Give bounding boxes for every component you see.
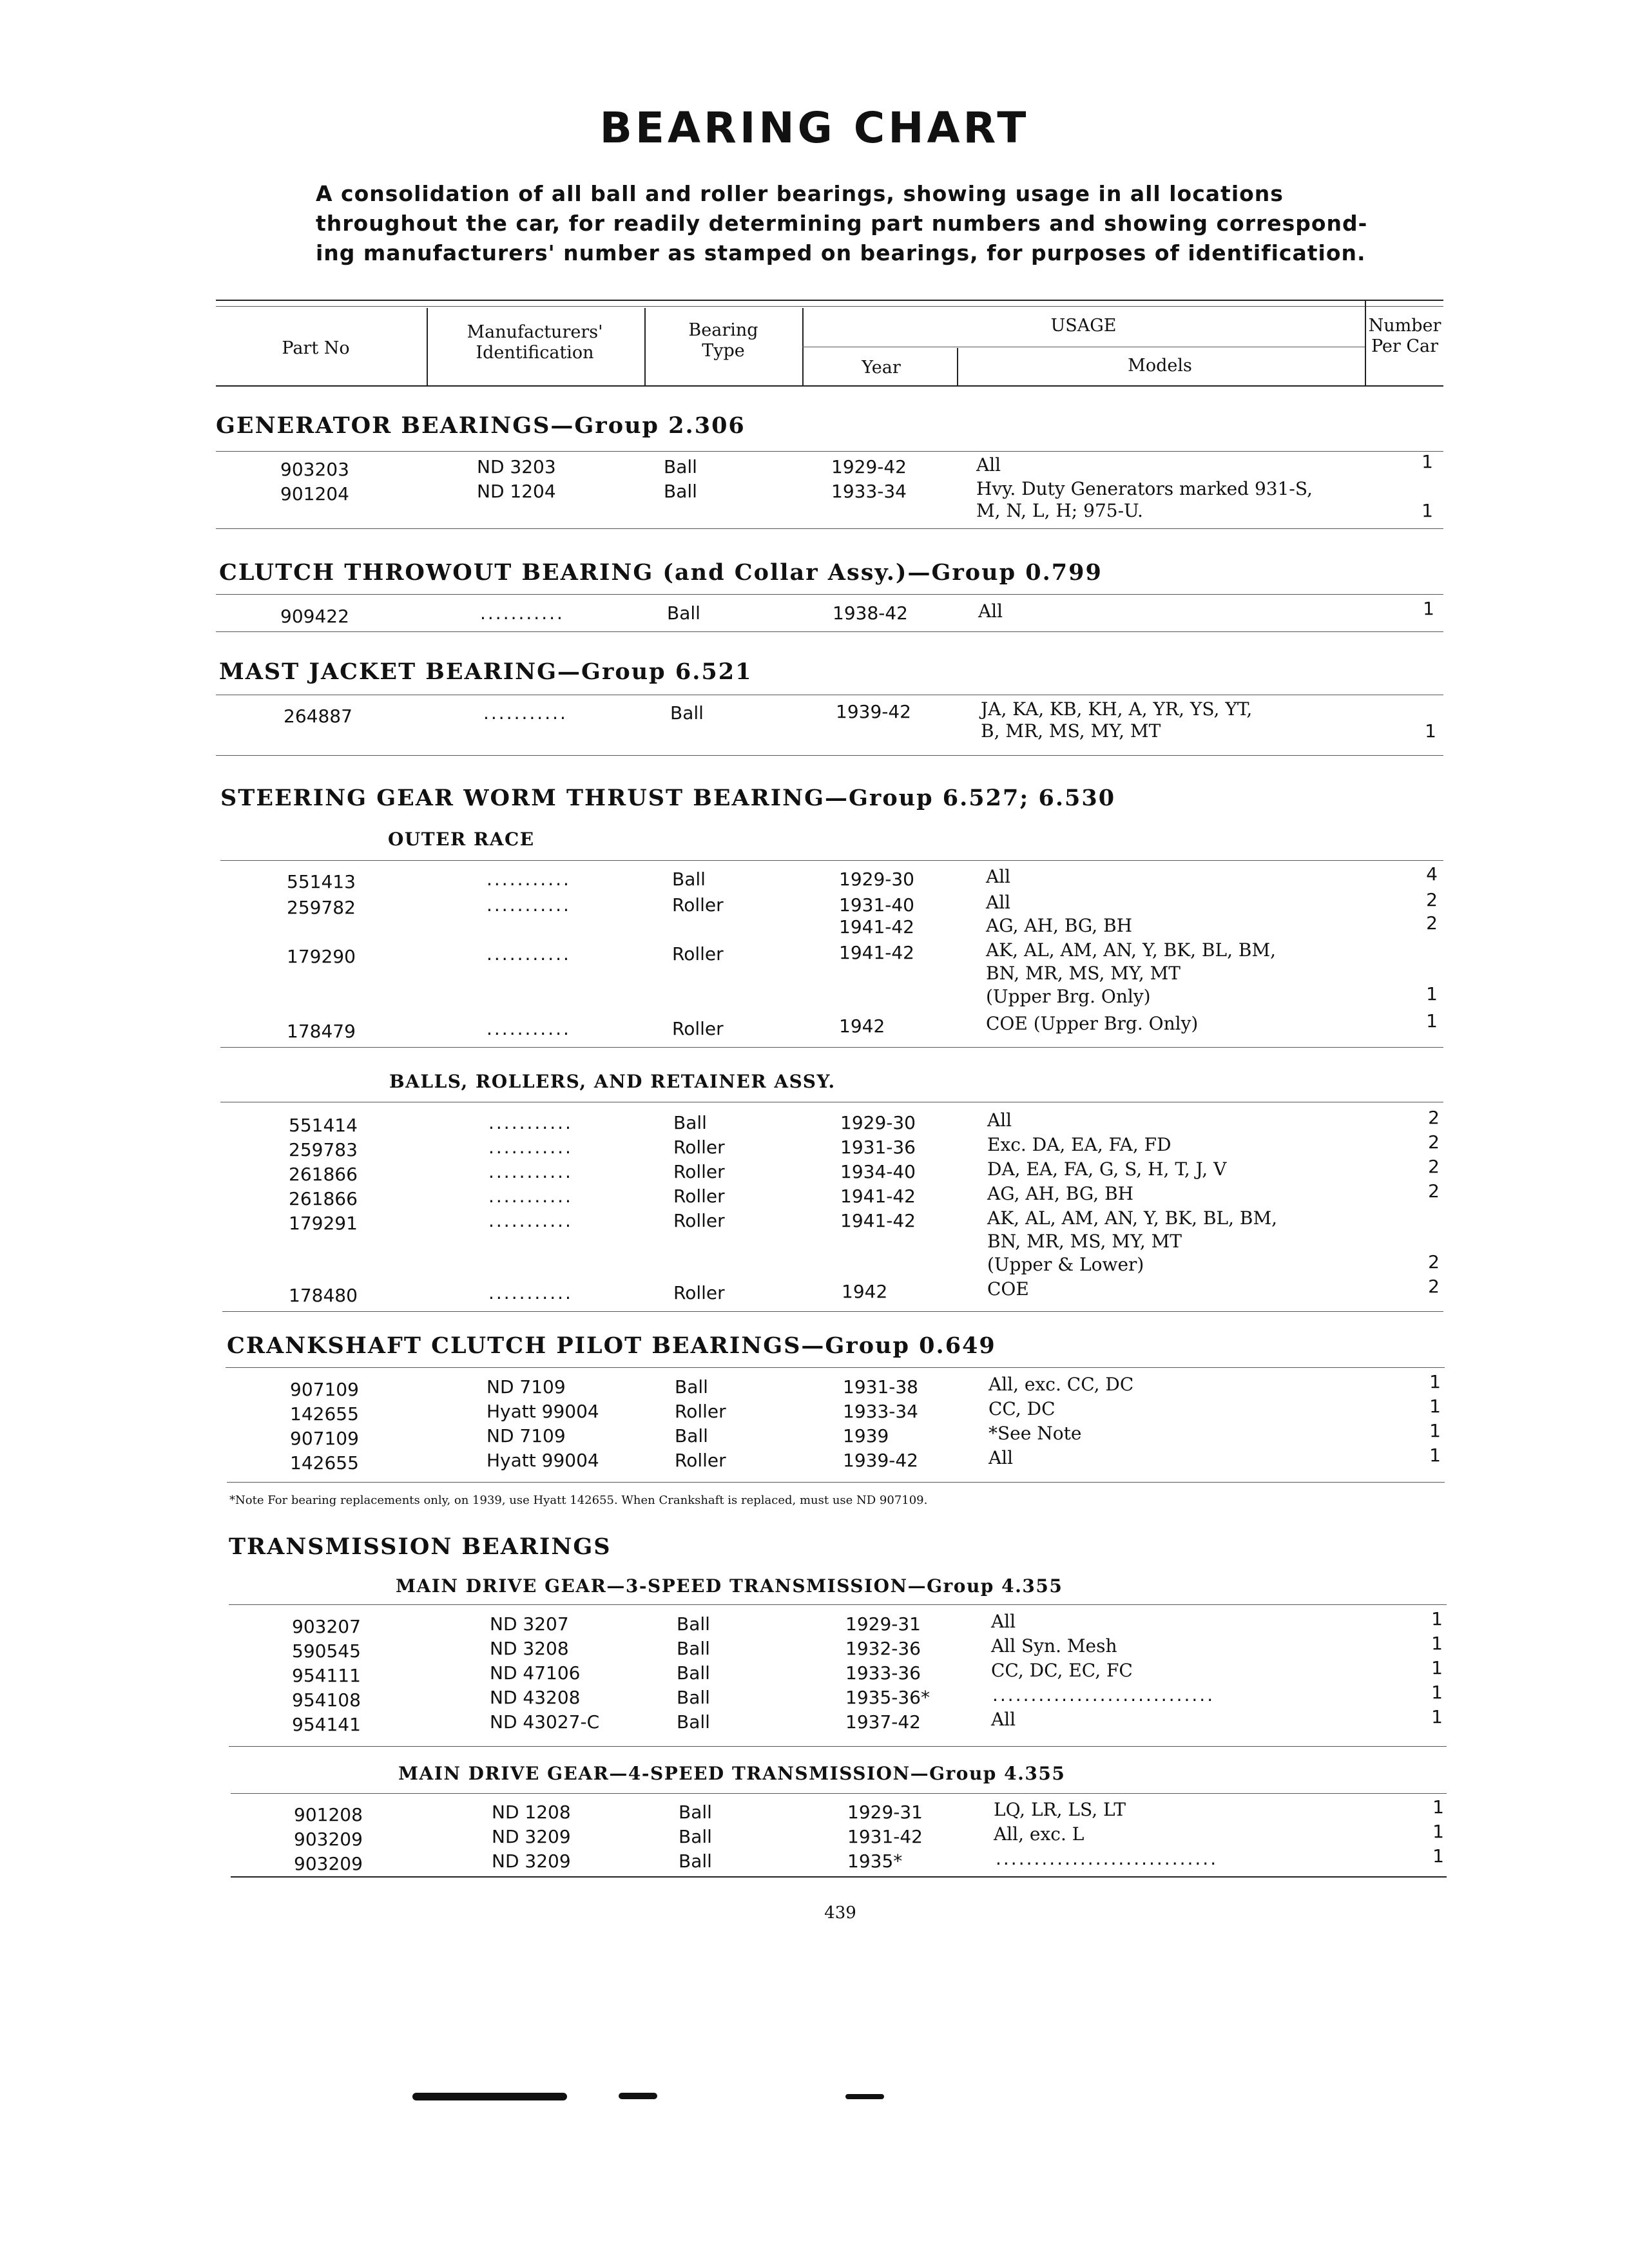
part-no: 142655 [290,1452,359,1474]
year: 1929-31 [847,1802,923,1823]
qty: 1 [1426,983,1438,1004]
year: 1934-40 [840,1161,916,1182]
bearing-type: Ball [677,1662,710,1684]
section-title-crankshaft: CRANKSHAFT CLUTCH PILOT BEARINGS—Group 0.649 [227,1332,996,1359]
part-no: 178480 [289,1285,358,1306]
year: 1931-40 [839,894,914,916]
part-no: 903207 [292,1616,361,1637]
part-no: 259783 [289,1139,358,1160]
qty: 2 [1426,912,1438,934]
mfr-id: ND 3209 [492,1826,571,1847]
qty: 1 [1429,1371,1441,1392]
part-no: 178479 [287,1021,356,1042]
mfr-dots: ........... [488,1137,573,1158]
mfr-dots: ........... [487,1018,571,1039]
qty: 1 [1422,500,1433,521]
header-models: Models [1128,356,1192,376]
bearing-type: Ball [672,869,706,890]
year: 1933-36 [845,1662,921,1684]
scan-smudge [619,2093,657,2099]
mfr-dots: ........... [488,1161,573,1182]
year: 1941-42 [840,1210,916,1231]
part-no: 551414 [289,1115,358,1136]
qty: 2 [1428,1156,1440,1177]
mfr-dots: ........... [488,1186,573,1207]
header-manufacturers [438,322,631,363]
mfr-id: ND 47106 [490,1662,581,1684]
section-title-steering: STEERING GEAR WORM THRUST BEARING—Group 6.527; 6.530 [220,785,1116,811]
models: CC, DC, EC, FC [991,1660,1133,1681]
year: 1939-42 [836,701,911,722]
qty: 1 [1432,1796,1444,1818]
part-no: 907109 [290,1428,359,1449]
models: All [988,1447,1014,1468]
models: All [986,892,1011,913]
part-no: 901208 [294,1804,363,1825]
part-no: 261866 [289,1164,358,1185]
mfr-dots: ........... [483,702,568,724]
bearing-type: Ball [673,1112,707,1133]
part-no: 590545 [292,1640,361,1662]
models: JA, KA, KB, KH, A, YR, YS, YT, [981,698,1253,720]
mfr-dots: ........... [487,894,571,916]
section-title-clutch-throwout: CLUTCH THROWOUT BEARING (and Collar Assy.)—Group 0.799 [219,559,1103,586]
part-no: 901204 [280,483,349,505]
part-no: 179291 [289,1213,358,1234]
part-no: 903209 [294,1829,363,1850]
models: All, exc. L [994,1823,1084,1845]
models: All [987,1110,1012,1131]
header-bearing-line: Bearing [688,320,758,340]
models: Exc. DA, EA, FA, FD [987,1134,1171,1155]
qty: 1 [1431,1633,1443,1654]
year: 1931-38 [843,1376,918,1398]
header-manufacturers-line: Manufacturers' [467,322,603,342]
qty: 1 [1429,1396,1441,1417]
qty: 1 [1429,1445,1441,1466]
bearing-type: Ball [677,1638,710,1659]
section-rule [229,1604,1447,1605]
mfr-dots: ........... [488,1112,573,1133]
header-manufacturers-line: Identification [476,343,594,363]
mfr-id: ND 43208 [490,1687,581,1708]
part-no: 179290 [287,946,356,967]
models: Hvy. Duty Generators marked 931-S, [976,478,1313,499]
part-no: 954111 [292,1665,361,1686]
qty: 1 [1429,1420,1441,1441]
header-usage: USAGE [1050,316,1117,336]
scan-smudge [845,2094,884,2099]
intro-paragraph [316,179,1398,268]
mfr-dots: ........... [487,869,571,890]
mfr-id: Hyatt 99004 [487,1450,599,1471]
mfr-id: ND 3207 [490,1613,569,1635]
part-no: 954108 [292,1689,361,1711]
models: COE [987,1278,1029,1300]
part-no: 909422 [280,606,349,627]
qty: 1 [1425,720,1436,742]
bearing-type: Ball [679,1826,712,1847]
bearing-type: Ball [667,602,700,624]
bearing-type: Roller [673,1210,725,1231]
mfr-dots: ........... [488,1282,573,1303]
bearing-type: Ball [670,702,704,724]
mfr-id: ND 7109 [487,1425,566,1446]
section-title-mast-jacket: MAST JACKET BEARING—Group 6.521 [219,658,753,685]
bearing-type: Ball [677,1687,710,1708]
bearing-type: Ball [677,1613,710,1635]
bearing-type: Ball [679,1802,712,1823]
mfr-dots: ........... [487,943,571,965]
models: DA, EA, FA, G, S, H, T, J, V [987,1158,1227,1180]
models: CC, DC [988,1398,1055,1419]
part-no: 261866 [289,1188,358,1209]
scan-smudge [412,2093,567,2100]
models: COE (Upper Brg. Only) [986,1013,1199,1034]
part-no: 259782 [287,897,356,918]
part-no: 907109 [290,1379,359,1400]
year: 1942 [839,1015,885,1037]
section-rule [216,451,1443,452]
qty: 1 [1431,1706,1443,1727]
mfr-id: ND 43027-C [490,1711,600,1733]
year: 1941-42 [839,916,914,937]
qty: 1 [1431,1682,1443,1703]
year: 1935* [847,1850,903,1872]
year: 1929-30 [840,1112,916,1133]
header-top-rule [216,300,1443,301]
intro-line: throughout the car, for readily determining part numbers and showing correspond- [316,211,1368,236]
year: 1933-34 [843,1401,918,1422]
models: All Syn. Mesh [991,1635,1117,1657]
models: (Upper Brg. Only) [986,986,1151,1007]
sub-title-four-speed: MAIN DRIVE GEAR—4-SPEED TRANSMISSION—Group 4.355 [398,1763,1066,1784]
mfr-id: ND 3203 [477,456,556,477]
models: AK, AL, AM, AN, Y, BK, BL, BM, [986,939,1277,961]
bearing-type: Ball [675,1425,708,1446]
year: 1942 [842,1281,888,1302]
qty: 1 [1426,1010,1438,1032]
models: All [976,454,1001,476]
year: 1931-36 [840,1137,916,1158]
year: 1935-36* [845,1687,930,1708]
bearing-type: Roller [672,943,724,965]
header-number-line: Per Car [1371,336,1439,356]
qty: 1 [1432,1845,1444,1867]
year: 1931-42 [847,1826,923,1847]
models: LQ, LR, LS, LT [994,1799,1126,1820]
header-divider [957,348,958,385]
header-divider [644,308,646,385]
mfr-id: ND 7109 [487,1376,566,1398]
models: BN, MR, MS, MY, MT [987,1231,1182,1252]
section-end-rule [216,631,1443,632]
section-end-rule [227,1482,1445,1483]
year: 1939-42 [843,1450,918,1471]
qty: 2 [1428,1107,1440,1128]
year: 1929-31 [845,1613,921,1635]
bearing-type: Ball [664,456,697,477]
part-no: 264887 [284,706,352,727]
bearing-type: Roller [673,1282,725,1303]
bearing-type: Ball [664,481,697,502]
models-dots: ............................. [992,1684,1215,1706]
section-rule [231,1793,1447,1794]
models: All [986,866,1011,887]
part-no: 551413 [287,871,356,892]
qty: 1 [1423,598,1434,619]
bearing-type: Roller [673,1186,725,1207]
models: B, MR, MS, MY, MT [981,720,1161,742]
models: AG, AH, BG, BH [987,1183,1134,1204]
mfr-dots: ........... [488,1210,573,1231]
header-bearing-type [651,320,796,361]
mfr-id: ND 1204 [477,481,556,502]
mfr-id: ND 3209 [492,1850,571,1872]
year: 1941-42 [839,942,914,963]
section-rule [220,860,1443,861]
year: 1929-42 [831,456,907,477]
mfr-id: ND 1208 [492,1802,571,1823]
section-end-rule [216,755,1443,756]
qty: 1 [1431,1657,1443,1678]
header-bearing-line: Type [702,341,745,361]
sub-title-outer-race: OUTER RACE [388,829,535,850]
bearing-type: Roller [673,1137,725,1158]
header-divider [427,308,428,385]
models-dots: ............................. [996,1848,1219,1869]
models: All [991,1611,1016,1632]
models: M, N, L, H; 975-U. [976,500,1143,521]
header-number-line: Number [1368,316,1441,336]
year: 1939 [843,1425,889,1446]
bearing-type: Roller [673,1161,725,1182]
qty: 4 [1426,863,1438,885]
header-top-rule-2 [216,306,1443,307]
models: *See Note [988,1423,1082,1444]
qty: 2 [1428,1276,1440,1297]
qty: 2 [1428,1251,1440,1273]
table-bottom-rule [231,1876,1447,1878]
year: 1941-42 [840,1186,916,1207]
header-part-no: Part No [282,338,350,358]
header-bottom-rule [216,385,1443,387]
page-number: 439 [824,1903,856,1923]
section-end-rule [216,528,1443,529]
section-rule [220,1047,1443,1048]
year: 1937-42 [845,1711,921,1733]
section-end-rule [229,1746,1447,1747]
qty: 2 [1428,1180,1440,1202]
section-title-generator: GENERATOR BEARINGS—Group 2.306 [216,412,746,439]
year: 1929-30 [839,869,914,890]
year: 1932-36 [845,1638,921,1659]
bearing-type: Roller [675,1401,726,1422]
qty: 2 [1426,889,1438,910]
models: AG, AH, BG, BH [986,915,1133,936]
section-title-transmission: TRANSMISSION BEARINGS [229,1533,612,1560]
intro-line: ing manufacturers' number as stamped on bearings, for purposes of identification. [316,240,1366,265]
mfr-dots: ........... [480,602,564,624]
page-title: BEARING CHART [599,103,1030,153]
year: 1933-34 [831,481,907,502]
sub-title-balls-rollers: BALLS, ROLLERS, AND RETAINER ASSY. [389,1071,836,1092]
year: 1938-42 [833,602,908,624]
models: All [978,601,1003,622]
part-no: 903209 [294,1853,363,1874]
qty: 1 [1422,451,1433,472]
models: AK, AL, AM, AN, Y, BK, BL, BM, [987,1207,1278,1229]
part-no: 142655 [290,1403,359,1425]
part-no: 903203 [280,459,349,480]
qty: 2 [1428,1131,1440,1153]
section-rule [226,1367,1445,1368]
mfr-id: Hyatt 99004 [487,1401,599,1422]
models: All [991,1709,1016,1730]
crankshaft-note: *Note For bearing replacements only, on 1939, use Hyatt 142655. When Crankshaft is replaced, must use ND 907109. [229,1494,928,1507]
sub-title-three-speed: MAIN DRIVE GEAR—3-SPEED TRANSMISSION—Group 4.355 [396,1575,1063,1597]
part-no: 954141 [292,1714,361,1735]
header-number-per-car [1366,316,1443,357]
bearing-type: Ball [677,1711,710,1733]
models: (Upper & Lower) [987,1254,1144,1275]
header-year: Year [862,358,901,378]
bearing-type: Ball [675,1376,708,1398]
bearing-type: Roller [672,1018,724,1039]
mfr-id: ND 3208 [490,1638,569,1659]
section-rule [216,594,1443,595]
bearing-type: Roller [672,894,724,916]
models: All, exc. CC, DC [988,1374,1134,1395]
bearing-type: Ball [679,1850,712,1872]
qty: 1 [1431,1608,1443,1629]
qty: 1 [1432,1821,1444,1842]
section-end-rule [222,1311,1443,1312]
bearing-type: Roller [675,1450,726,1471]
intro-line: A consolidation of all ball and roller bearings, showing usage in all locations [316,181,1284,206]
models: BN, MR, MS, MY, MT [986,963,1181,984]
